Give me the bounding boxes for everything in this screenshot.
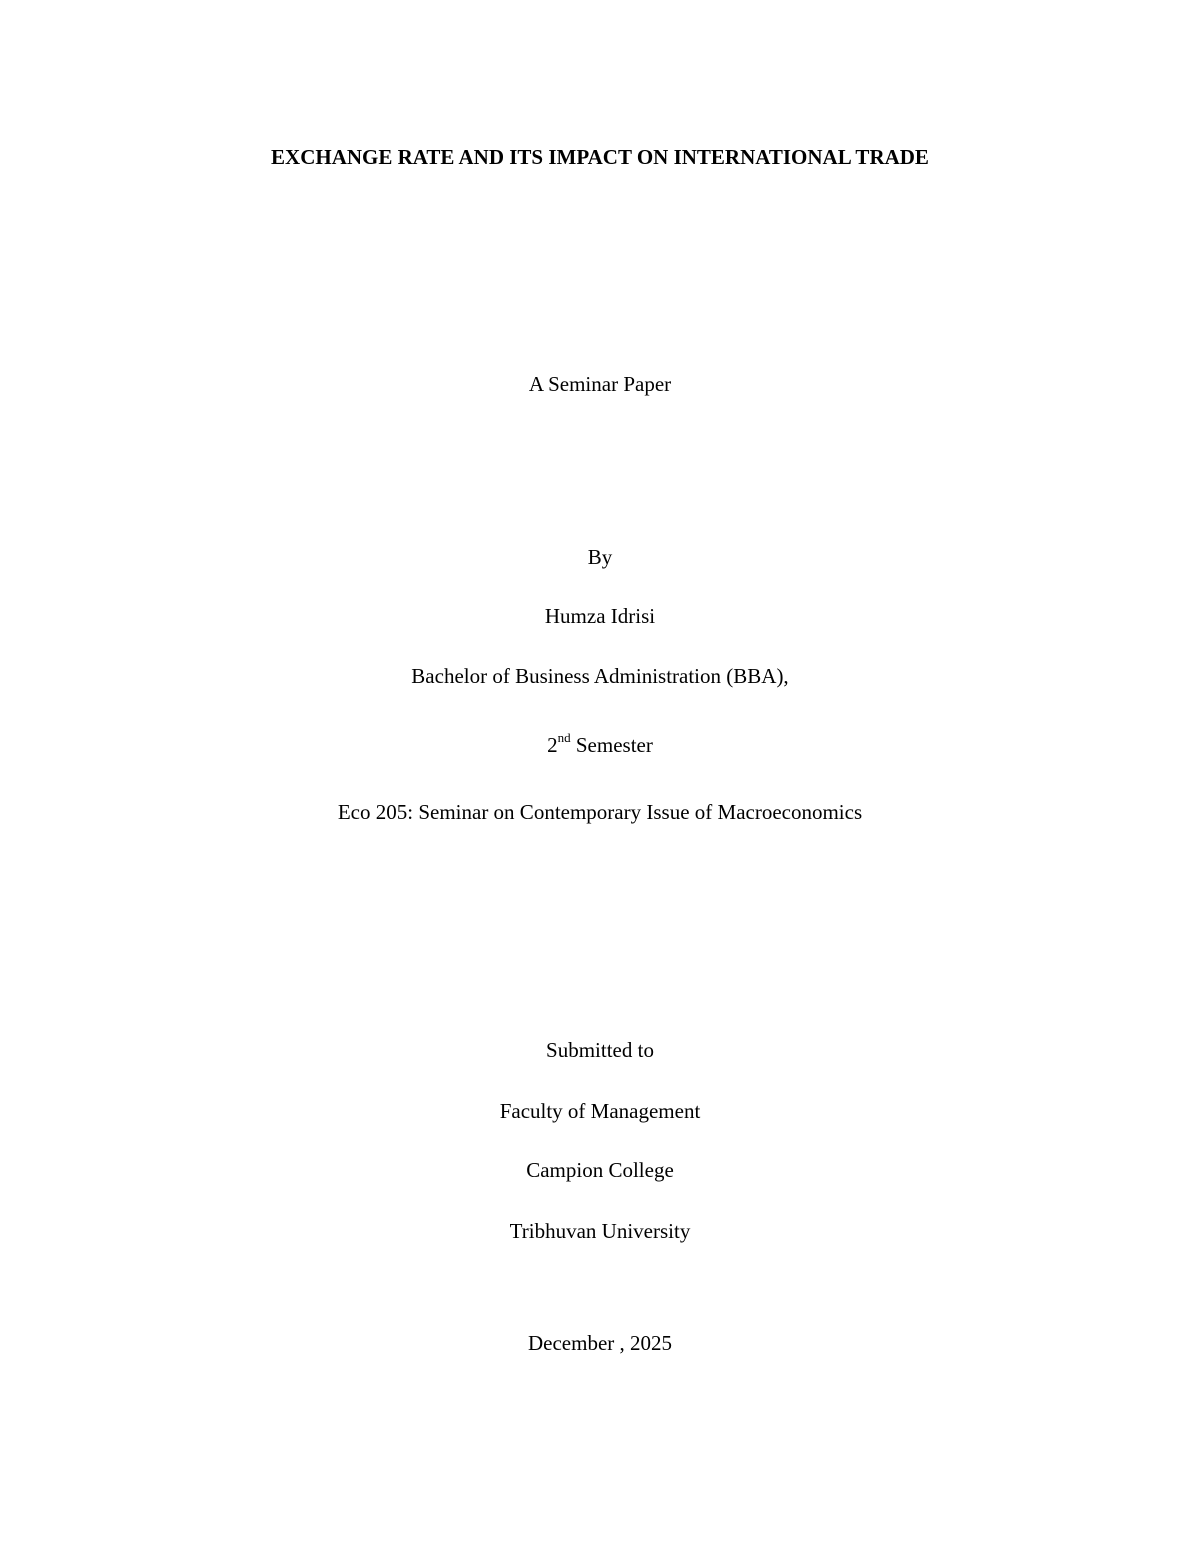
paper-title: EXCHANGE RATE AND ITS IMPACT ON INTERNATIONAL TRADE [271, 145, 929, 169]
course-name: Eco 205: Seminar on Contemporary Issue of Macroeconomics [337, 800, 863, 824]
university-name: Tribhuvan University [509, 1219, 691, 1243]
submitted-to-label: Submitted to [546, 1038, 654, 1062]
by-label: By [587, 545, 613, 569]
faculty-name: Faculty of Management [499, 1099, 701, 1123]
semester-number: 2 [547, 733, 558, 757]
college-name: Campion College [526, 1158, 674, 1182]
semester-ordinal-suffix: nd [557, 730, 571, 745]
author-name: Humza Idrisi [544, 604, 656, 628]
semester-label: Semester [575, 733, 653, 757]
document-type: A Seminar Paper [528, 372, 672, 396]
submission-date: December , 2025 [527, 1331, 673, 1355]
program-name: Bachelor of Business Administration (BBA), [411, 664, 789, 688]
semester-line [0, 732, 1200, 758]
